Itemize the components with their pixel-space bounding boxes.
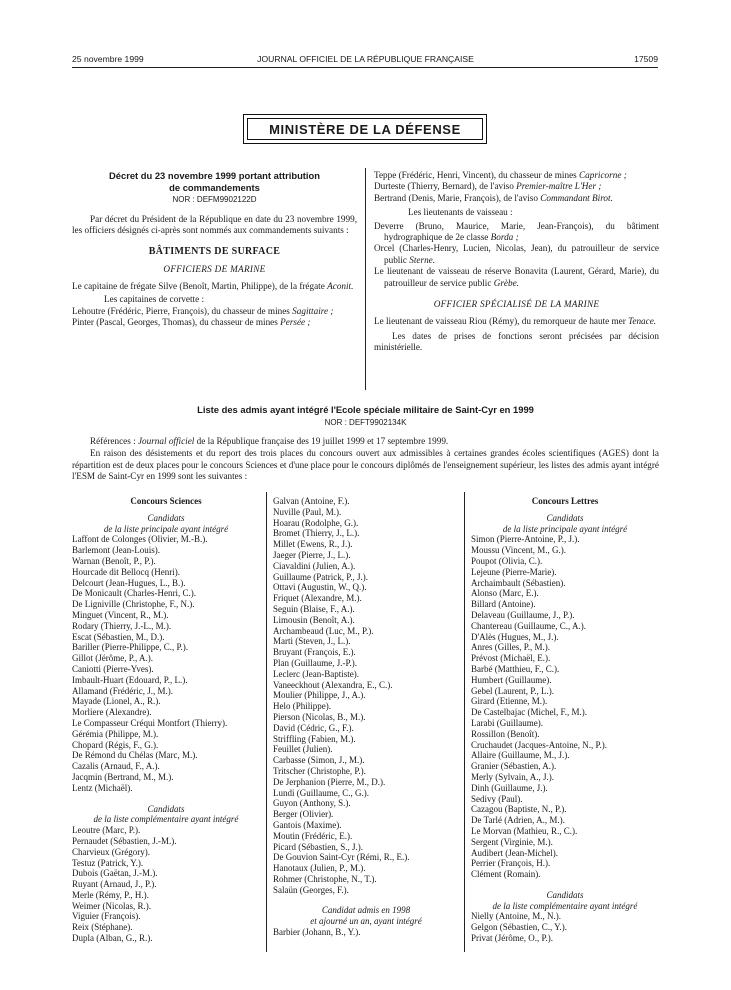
list-item: Pernaudet (Sébastien, J.-M.). — [72, 835, 177, 846]
sciences-continued-list — [273, 496, 459, 895]
list-item: Delcourt (Jean-Hugues, L., B.). — [72, 577, 186, 588]
list-item: Allamand (Frédéric, J., M.). — [72, 685, 173, 696]
sciences-comp-list — [72, 825, 260, 944]
list-item: Dupla (Alban, G., R.). — [72, 933, 153, 944]
list-item: Helo (Philippe). — [273, 701, 331, 712]
list-item: Rossillon (Benoît). — [471, 728, 540, 739]
list-item: Clément (Romain). — [471, 869, 541, 880]
list-item: Berger (Olivier). — [273, 809, 334, 820]
list-item: Sergent (Virginie, M.). — [471, 836, 553, 847]
list-item: Leclerc (Jean-Baptiste). — [273, 668, 359, 679]
list-item: De Ligniville (Christophe, F., N.). — [72, 599, 195, 610]
header-date: 25 novembre 1999 — [72, 54, 144, 64]
list-item: Gérémia (Philippe, M.). — [72, 728, 159, 739]
list-item: Pierson (Nicolas, B., M.). — [273, 711, 366, 722]
decree-right-column — [374, 170, 659, 354]
list-item: Reix (Stéphane). — [72, 922, 133, 933]
decree-entry: Orcel (Charles-Henry, Lucien, Nicolas, Jean), du patrouilleur de service public Sterne. — [374, 243, 659, 265]
list-item: Vaneeckhout (Alexandra, E., C.). — [273, 679, 393, 690]
admissions-references: Références : Journal officiel de la République française des 19 juillet 1999 et 17 septembre 1999. — [90, 436, 449, 446]
decree-entry: Pinter (Pascal, Georges, Thomas), du chasseur de mines Persée ; — [72, 317, 311, 328]
list-item: Guyon (Anthony, S.). — [273, 798, 351, 809]
page-number: 17509 — [634, 54, 658, 64]
list-item: Moussu (Vincent, M., G.). — [471, 545, 566, 556]
lettres-comp-list — [471, 911, 659, 943]
list-item: Salaün (Georges, F.). — [273, 884, 349, 895]
list-item: Barbé (Matthieu, F., C.). — [471, 663, 560, 674]
decree-entry: Deverre (Bruno, Maurice, Marie, Jean-François), du bâtiment hydrographique de 2e classe Borda ; — [374, 220, 659, 243]
list-item: Jacqmin (Bertrand, M., M.). — [72, 771, 174, 782]
list-item: Plan (Guillaume, J.-P.). — [273, 657, 357, 668]
list-item: Lentz (Michaël). — [72, 782, 133, 793]
list-item: Seguin (Blaise, F., A.). — [273, 603, 355, 614]
deferred-label: Candidat admis en 1998 — [321, 905, 411, 916]
list-item: Cazagou (Baptiste, N., P.). — [471, 804, 567, 815]
decree-left-column — [72, 170, 357, 329]
list-item: Chopard (Régis, F., G.). — [72, 739, 159, 750]
list-item: Alonso (Marc, E.). — [471, 588, 539, 599]
list-item: Larabi (Guillaume). — [471, 717, 543, 728]
list-item: Bromet (Thierry, J., L.). — [273, 528, 360, 539]
list-item: Ciavaldini (Julien, A.). — [273, 560, 356, 571]
list-item: Simon (Pierre-Antoine, P., J.). — [471, 534, 580, 545]
list-item: Sedivy (Paul). — [471, 793, 523, 804]
decree-entry: Teppe (Frédéric, Henri, Vincent), du chasseur de mines Capricorne ; — [374, 170, 627, 180]
admissions-title: Liste des admis ayant intégré l'Ecole spéciale militaire de Saint-Cyr en 1999 — [197, 404, 534, 415]
admissions-header — [72, 404, 659, 483]
decree-entry: Le capitaine de frégate Silve (Benoît, Martin, Philippe), de la frégate Aconit. — [72, 281, 354, 292]
list-item: Dubois (Gaëtan, J.-M.). — [72, 868, 158, 879]
list-item: Merly (Sylvain, A., J.). — [471, 771, 554, 782]
list-item: De Rémond du Chélas (Marc, M.). — [72, 750, 198, 761]
section-surface: BÂTIMENTS DE SURFACE — [148, 246, 281, 258]
list-item: Privat (Jérôme, O., P.). — [471, 933, 553, 944]
list-item: Bariller (Pierre-Philippe, C., P.). — [72, 642, 188, 653]
list-item: Millet (Ewens, R., J.). — [273, 539, 353, 550]
list-item: Gebel (Laurent, P., L.). — [471, 685, 554, 696]
header-rule — [72, 67, 658, 68]
list-item: Escat (Sébastien, M., D.). — [72, 631, 165, 642]
lettres-heading: Concours Lettres — [531, 496, 599, 506]
sciences-continued-column — [273, 496, 459, 938]
sciences-comp-sublabel: de la liste complémentaire ayant intégré — [93, 814, 239, 825]
list-item: Anres (Gilles, P., M.). — [471, 642, 550, 653]
list-item: De Jerphanion (Pierre, M., D.). — [273, 776, 386, 787]
list-item: D'Alès (Hugues, M., J.). — [471, 631, 559, 642]
list-item: Leoutre (Marc, P.). — [72, 825, 141, 836]
list-item: Imbault-Huart (Edouard, P., L.). — [72, 674, 188, 685]
list-item: Gantois (Maxime). — [273, 819, 342, 830]
list-item: Le Morvan (Mathieu, R., C.). — [471, 825, 578, 836]
column-divider — [266, 492, 267, 952]
deferred-sublabel: et ajourné un an, ayant intégré — [310, 916, 422, 927]
decree-title: Décret du 23 novembre 1999 portant attribution de commandements — [109, 170, 320, 193]
decree-entry: Lehoutre (Frédéric, Pierre, François), du chasseur de mines Sagittaire ; — [72, 306, 334, 317]
list-item: Girard (Etienne, M.). — [471, 696, 548, 707]
sciences-heading: Concours Sciences — [130, 496, 202, 506]
list-item: Perrier (François, H.). — [471, 858, 551, 869]
list-item: Limousin (Benoît, A.). — [273, 614, 355, 625]
list-item: Archambeaud (Luc, M., P.). — [273, 625, 374, 636]
decree-dates-note: Les dates de prises de fonctions seront précisées par décision ministérielle. — [374, 330, 659, 353]
list-item: Moutin (Frédéric, E.). — [273, 830, 353, 841]
list-item: Minguet (Vincent, R., M.). — [72, 609, 169, 620]
list-item: Picard (Sébastien, S., J.). — [273, 841, 363, 852]
decree-nor: NOR : DEFM9902122D — [172, 195, 257, 205]
list-item: Nuville (Paul, M.). — [273, 506, 342, 517]
list-item: Nielly (Antoine, M., N.). — [471, 911, 561, 922]
admissions-nor: NOR : DEFT9902134K — [324, 417, 407, 427]
decree-entry: Le lieutenant de vaisseau Riou (Rémy), du remorqueur de haute mer Tenace. — [374, 316, 657, 327]
list-item: Hanotaux (Julien, P., M.). — [273, 863, 366, 874]
list-item: Caniotti (Pierre-Yves). — [72, 663, 154, 674]
list-item: Chantereau (Guillaume, C., A.). — [471, 620, 586, 631]
deferred-list — [273, 927, 459, 938]
list-item: Gillot (Jérôme, P., A.). — [72, 653, 153, 664]
list-item: Laffont de Colonges (Olivier, M.-B.). — [72, 534, 208, 545]
list-item: Rohmer (Christophe, N., T.). — [273, 873, 377, 884]
subsection-officiers: OFFICIERS DE MARINE — [163, 263, 266, 274]
list-item: Rodary (Thierry, J.-L., M.). — [72, 620, 172, 631]
list-item: Carbasse (Simon, J., M.). — [273, 755, 365, 766]
list-item: Friquet (Alexandre, M.). — [273, 593, 362, 604]
lettres-comp-sublabel: de la liste complémentaire ayant intégré — [492, 900, 638, 911]
subsection-specialise: OFFICIER SPÉCIALISÉ DE LA MARINE — [433, 299, 600, 310]
list-item: Allaire (Guillaume, M., J.). — [471, 750, 570, 761]
lettres-column — [471, 496, 659, 944]
list-item: Audibert (Jean-Michel). — [471, 847, 558, 858]
decree-entry: Le lieutenant de vaisseau de réserve Bonavita (Laurent, Gérard, Marie), du patrouilleur de service public Grèbe. — [374, 266, 659, 288]
list-item: Hourcade dit Bellocq (Henri). — [72, 566, 180, 577]
list-item: Le Compasseur Créqui Montfort (Thierry). — [72, 717, 228, 728]
journal-title: JOURNAL OFFICIEL DE LA RÉPUBLIQUE FRANÇAISE — [257, 54, 474, 64]
list-item: Marti (Steven, J., L.). — [273, 636, 351, 647]
list-item: Dinh (Guillaume, J.). — [471, 782, 548, 793]
list-item: Barbier (Johann, B., Y.). — [273, 927, 361, 938]
list-item: Bruyant (François, E.). — [273, 647, 356, 658]
list-item: Moulier (Philippe, J., A.). — [273, 690, 366, 701]
list-item: De Gouvion Saint-Cyr (Rémi, R., E.). — [273, 852, 410, 863]
lettres-comp-label: Candidats — [546, 889, 584, 900]
list-item: Ottavi (Augustin, W., Q.). — [273, 582, 367, 593]
list-item: Jaeger (Pierre, J., L.). — [273, 549, 351, 560]
list-item: Lejeune (Pierre-Marie). — [471, 566, 557, 577]
admissions-paragraph: En raison des désistements et du report des trois places du concours ouvert aux admissibles à certaines grandes écoles scientifiques (AGES) dont la répartition est de deux places pour le concours Sciences et d'une place pour le concours diplômés de l'enseignement supérieur, les listes des admis ayant intégré l'ESM de Saint-Cyr en 1999 sont les suivantes : — [72, 448, 659, 482]
lettres-main-list — [471, 534, 659, 880]
column-divider — [464, 492, 465, 952]
list-item: Ruyant (Arnaud, J., P.). — [72, 879, 157, 890]
list-item: De Monicault (Charles-Henri, C.). — [72, 588, 196, 599]
list-item: De Tarlé (Adrien, A., M.). — [471, 815, 565, 826]
list-item: De Castelbajac (Michel, F., M.). — [471, 707, 587, 718]
list-item: Delaveau (Guillaume, J., P.). — [471, 609, 575, 620]
sciences-main-sublabel: de la liste principale ayant intégré — [103, 523, 229, 534]
decree-entry: Durteste (Thierry, Bernard), de l'aviso Premier-maître L'Her ; — [374, 181, 602, 192]
list-item: Hoarau (Rodolphe, G.). — [273, 517, 359, 528]
ministry-title: MINISTÈRE DE LA DÉFENSE — [247, 118, 483, 140]
list-item: Weimer (Nicolas, R.). — [72, 900, 152, 911]
lettres-main-sublabel: de la liste principale ayant intégré — [502, 523, 628, 534]
list-item: Charvieux (Grégory). — [72, 846, 150, 857]
list-item: Guillaume (Patrick, P., J.). — [273, 571, 368, 582]
list-item: Striffling (Fabien, M.). — [273, 733, 356, 744]
sciences-main-list — [72, 534, 260, 793]
list-item: Testuz (Patrick, Y.). — [72, 857, 144, 868]
decree-intro: Par décret du Président de la République en date du 23 novembre 1999, les officiers désignés ci-après sont nommés aux commandements suivants : — [72, 213, 357, 235]
list-item: Barlemont (Jean-Louis). — [72, 545, 160, 556]
list-item: Cruchaudet (Jacques-Antoine, N., P.). — [471, 739, 607, 750]
decree-entry: Bertrand (Denis, Marie, François), de l'aviso Commandant Birot. — [374, 192, 613, 203]
list-item: Viguier (François). — [72, 911, 141, 922]
list-item: Galvan (Antoine, F.). — [273, 496, 350, 506]
corvette-captains-label: Les capitaines de corvette : — [104, 293, 204, 304]
list-item: Prévost (Michaël, E.). — [471, 653, 551, 664]
list-item: Humbert (Guillaume). — [471, 674, 552, 685]
lieutenants-label: Les lieutenants de vaisseau : — [408, 207, 513, 218]
lettres-main-label: Candidats — [546, 512, 584, 523]
list-item: Tritscher (Christophe, P.). — [273, 765, 366, 776]
list-item: Mayade (Lionel, A., R.). — [72, 696, 161, 707]
list-item: Cazalis (Arnaud, F., A.). — [72, 761, 160, 772]
sciences-column — [72, 496, 260, 944]
list-item: Archaimbault (Sébastien). — [471, 577, 566, 588]
column-divider — [365, 168, 366, 390]
list-item: Merle (Rémy, P., H.). — [72, 889, 149, 900]
list-item: David (Cédric, G., F.). — [273, 722, 354, 733]
list-item: Feuillet (Julien). — [273, 744, 333, 755]
list-item: Gelgon (Sébastien, C., Y.). — [471, 922, 567, 933]
list-item: Warnan (Benoît, P., P.). — [72, 555, 156, 566]
ministry-box — [243, 114, 487, 144]
list-item: Poupot (Olivia, C.). — [471, 555, 543, 566]
list-item: Granier (Sébastien, A.). — [471, 761, 557, 772]
sciences-main-label: Candidats — [147, 512, 185, 523]
list-item: Billard (Antoine). — [471, 599, 536, 610]
list-item: Lundi (Guillaume, C., G.). — [273, 787, 369, 798]
sciences-comp-label: Candidats — [147, 803, 185, 814]
list-item: Morliere (Alexandre). — [72, 707, 152, 718]
